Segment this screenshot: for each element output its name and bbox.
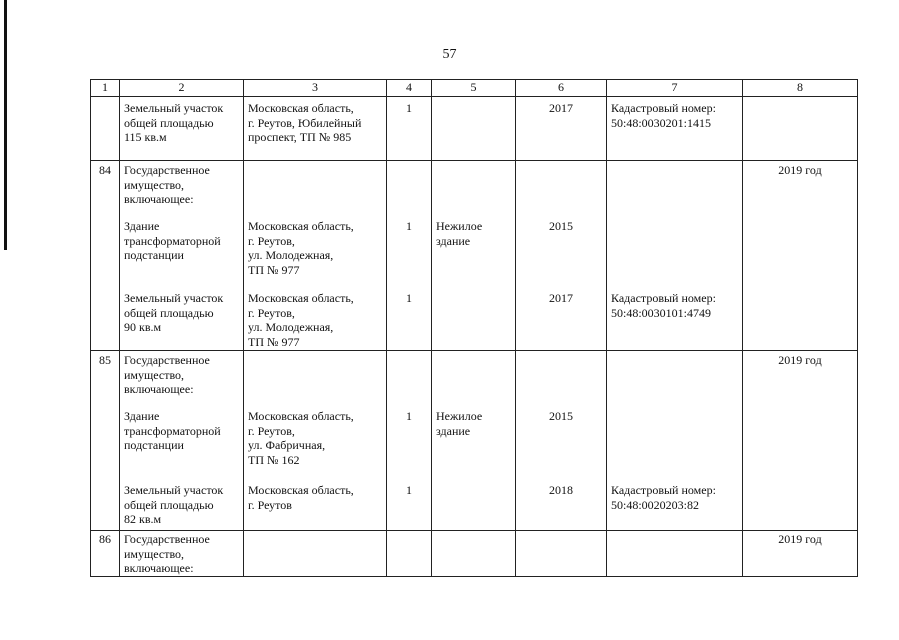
year-col8-cell (743, 161, 858, 351)
item-cadastral (611, 409, 738, 483)
item-cadastral (611, 219, 738, 291)
item-year: 2017 (549, 291, 573, 305)
row-year: 2019 год (778, 163, 822, 177)
cadastral-cell (607, 531, 743, 577)
year-col8-cell (743, 97, 858, 161)
quantity-cell (387, 351, 432, 531)
year-cell (516, 351, 607, 531)
year-col8-cell (743, 351, 858, 531)
item-quantity: 1 (406, 219, 412, 233)
item-quantity (391, 351, 427, 409)
item-quantity: 1 (406, 101, 412, 115)
row-number (91, 351, 120, 531)
year-col8-cell (743, 531, 858, 577)
scan-edge-mark (4, 0, 7, 250)
item-year: 2018 (549, 483, 573, 497)
item-address (248, 351, 382, 409)
row-number-value: 84 (99, 163, 111, 177)
item-quantity (391, 161, 427, 219)
item-address: Московская область, г. Реутов (248, 483, 354, 512)
item-cadastral: Кадастровый номер: 50:48:0030201:1415 (611, 101, 716, 130)
item-name-cell (120, 97, 244, 161)
row-year: 2019 год (778, 353, 822, 367)
item-year (520, 161, 602, 219)
type-cell (432, 351, 516, 531)
item-address: Московская область, г. Реутов, Юбилейный проспект, ТП № 985 (248, 101, 362, 144)
item-name: Здание трансформаторной подстанции (124, 219, 221, 262)
item-type: Нежилое здание (436, 219, 483, 248)
item-year: 2015 (549, 219, 573, 233)
quantity-cell (387, 531, 432, 577)
item-address: Московская область, г. Реутов, ул. Молодежная, ТП № 977 (248, 219, 354, 277)
address-cell (244, 531, 387, 577)
row-number-value: 85 (99, 353, 111, 367)
item-name: Здание трансформаторной подстанции (124, 409, 221, 452)
item-type (436, 97, 511, 101)
item-address: Московская область, г. Реутов, ул. Фабричная, ТП № 162 (248, 409, 354, 467)
header-col-1: 1 (91, 80, 120, 97)
table-row (91, 351, 858, 531)
item-name-cell (120, 351, 244, 531)
table-row (91, 161, 858, 351)
item-type (436, 351, 511, 409)
item-name: Государственное имущество, включающее: (124, 353, 210, 396)
type-cell (432, 97, 516, 161)
item-quantity: 1 (406, 483, 412, 497)
cadastral-cell (607, 161, 743, 351)
item-type (436, 161, 511, 219)
row-number (91, 161, 120, 351)
header-col-4: 4 (387, 80, 432, 97)
quantity-cell (387, 97, 432, 161)
header-col-2: 2 (120, 80, 244, 97)
header-col-8: 8 (743, 80, 858, 97)
table-row (91, 97, 858, 161)
header-col-5: 5 (432, 80, 516, 97)
page-number: 57 (442, 47, 457, 62)
item-name: Земельный участок общей площадью 82 кв.м (124, 483, 224, 526)
row-number (91, 97, 120, 161)
header-col-7: 7 (607, 80, 743, 97)
header-col-6: 6 (516, 80, 607, 97)
item-name: Земельный участок общей площадью 115 кв.м (124, 101, 224, 144)
item-year (520, 351, 602, 409)
item-year: 2015 (549, 409, 573, 423)
address-cell (244, 97, 387, 161)
table-row (91, 531, 858, 577)
item-quantity: 1 (406, 409, 412, 423)
cadastral-cell (607, 351, 743, 531)
type-cell (432, 161, 516, 351)
address-cell (244, 351, 387, 531)
item-type: Нежилое здание (436, 409, 483, 438)
item-name-cell (120, 161, 244, 351)
item-address (248, 161, 382, 219)
row-number-value: 86 (99, 532, 111, 546)
item-name-cell (120, 531, 244, 577)
row-year: 2019 год (778, 532, 822, 546)
item-quantity: 1 (406, 291, 412, 305)
property-table (90, 79, 858, 577)
year-cell (516, 97, 607, 161)
header-col-3: 3 (244, 80, 387, 97)
item-address: Московская область, г. Реутов, ул. Молодежная, ТП № 977 (248, 291, 354, 349)
address-cell (244, 161, 387, 351)
cadastral-cell (607, 97, 743, 161)
item-name: Государственное имущество, включающее: (124, 163, 210, 206)
year-cell (516, 161, 607, 351)
item-cadastral: Кадастровый номер: 50:48:0030101:4749 (611, 291, 716, 320)
year-cell (516, 531, 607, 577)
row-number (91, 531, 120, 577)
quantity-cell (387, 161, 432, 351)
item-cadastral (611, 351, 738, 409)
type-cell (432, 531, 516, 577)
item-name: Государственное имущество, включающее: (124, 532, 210, 575)
item-year: 2017 (549, 101, 573, 115)
item-name: Земельный участок общей площадью 90 кв.м (124, 291, 224, 334)
header-row (91, 80, 858, 97)
item-cadastral (611, 161, 738, 219)
item-cadastral: Кадастровый номер: 50:48:0020203:82 (611, 483, 716, 512)
